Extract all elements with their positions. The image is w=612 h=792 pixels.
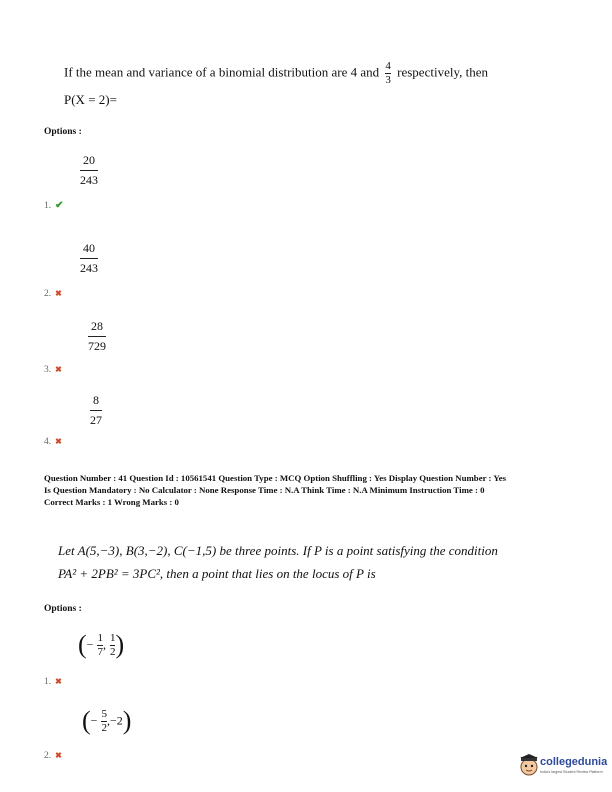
logo-wordmark: collegedunia (540, 756, 608, 768)
cross-icon: ✖ (55, 751, 62, 760)
option-1-label: 1. ✔ (44, 200, 64, 211)
options-label: Options : (44, 127, 82, 137)
option-3-label: 3. ✖ (44, 365, 62, 375)
option-fraction: 20 243 (80, 153, 98, 187)
option-1-label: 1. ✖ (44, 677, 62, 687)
fraction-four-thirds: $\frac{4}{3}$ (385, 60, 391, 86)
option-4-label: 4. ✖ (44, 437, 62, 447)
option-fraction: 28 729 (88, 319, 106, 353)
cross-icon: ✖ (55, 289, 62, 298)
mascot-icon (518, 754, 540, 778)
collegedunia-logo (518, 752, 608, 782)
cross-icon: ✖ (55, 437, 62, 446)
option-fraction: 40 243 (80, 241, 98, 275)
check-icon: ✔ (55, 200, 64, 211)
option-2-label: 2. ✖ (44, 289, 62, 299)
meta-line: Question Number : 41 Question Id : 10561541 Question Type : MCQ Option Shuffling : Yes Display Question Number : Yes (44, 473, 507, 483)
cross-icon: ✖ (55, 365, 62, 374)
meta-line: Correct Marks : 1 Wrong Marks : 0 (44, 497, 179, 507)
logo-tagline: India's largest Student Review Platform (540, 770, 603, 774)
option-2-label: 2. ✖ (44, 751, 62, 761)
option-fraction: 8 27 (90, 393, 102, 427)
question-40-line2: P(X = 2)= (64, 92, 117, 107)
option-point: (− $\frac{1}{7}$ , $\frac{1}{2}$ ) (78, 630, 125, 659)
options-label: Options : (44, 604, 82, 614)
meta-line: Is Question Mandatory : No Calculator : None Response Time : N.A Think Time : N.A Minimum Instruction Time : 0 (44, 485, 485, 495)
question-41-metadata (44, 472, 584, 508)
question-40-line1: If the mean and variance of a binomial distribution are 4 and $\frac{4}{3}$ respectively, then (64, 60, 488, 86)
cross-icon: ✖ (55, 677, 62, 686)
question-41-line2: PA² + 2PB² = 3PC², then a point that lies on the locus of P is (58, 566, 376, 581)
option-point: (− $\frac{5}{2}$ ,−2) (82, 706, 132, 735)
question-41-line1: Let A(5,−3), B(3,−2), C(−1,5) be three points. If P is a point satisfying the condition (58, 543, 498, 558)
